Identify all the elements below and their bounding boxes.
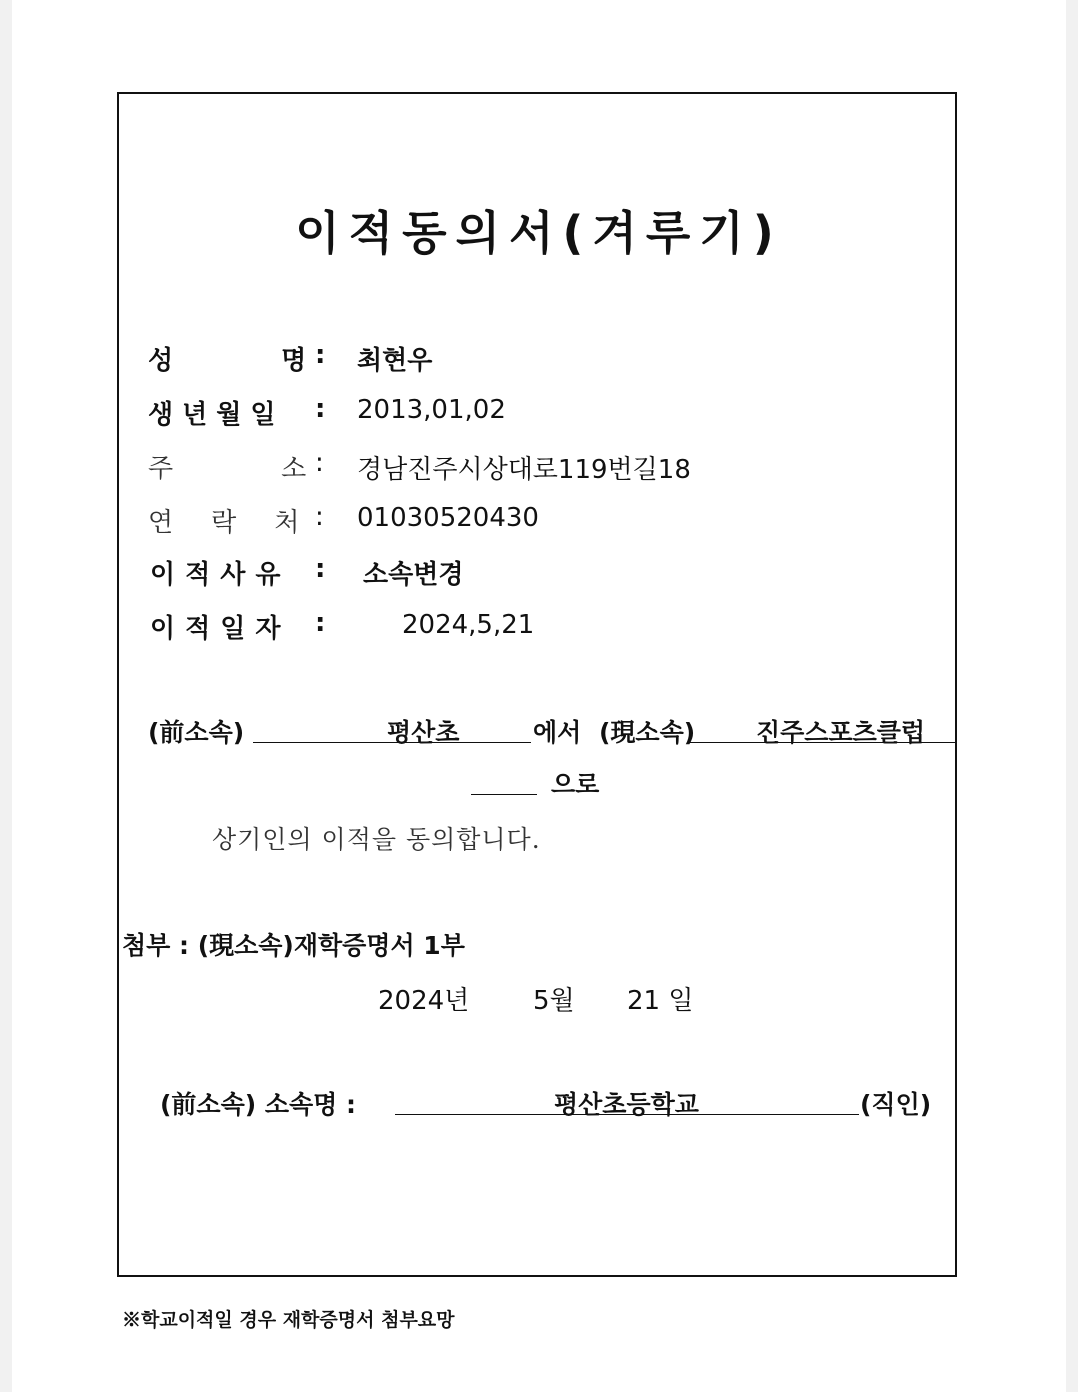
field-value-address: 경남진주시상대로119번길18 [357, 455, 691, 485]
field-value-reason: 소속변경 [363, 560, 464, 590]
seal-text: (직인) [860, 1090, 932, 1119]
field-colon: : [315, 448, 324, 478]
prev-affiliation-value: 평산초 [387, 718, 460, 747]
document-frame [117, 92, 957, 1277]
consent-text: 상기인의 이적을 동의합니다. [212, 825, 541, 854]
field-label-birthdate: 생년월일 [148, 400, 285, 430]
prev-affiliation-label: (前소속) [148, 718, 245, 747]
field-value-birthdate: 2013,01,02 [357, 395, 506, 425]
footnote: ※학교이적일 경우 재학증명서 첨부요망 [122, 1309, 455, 1331]
field-value-contact: 01030520430 [357, 503, 539, 533]
field-colon: : [315, 340, 326, 370]
field-colon: : [315, 554, 326, 584]
to-underline [471, 794, 537, 795]
field-colon: : [315, 608, 326, 638]
from-text: 에서 [533, 718, 582, 747]
date-year: 2024년 [378, 986, 470, 1016]
field-label-transfer-date: 이적일자 [150, 614, 291, 644]
field-label-contact: 연 락 처 [148, 508, 300, 538]
date-day: 21 일 [627, 986, 694, 1016]
field-label-reason: 이적사유 [150, 560, 291, 590]
signature-label: (前소속) 소속명 : [160, 1090, 357, 1119]
field-label-address: 주 소 [148, 454, 307, 484]
field-label-name: 성 명 [148, 346, 307, 376]
field-value-transfer-date: 2024,5,21 [402, 610, 535, 640]
field-value-name: 최현우 [357, 346, 433, 376]
document-title: 이적동의서(겨루기) [295, 206, 783, 260]
field-colon: : [315, 394, 326, 424]
to-text: 으로 [551, 770, 600, 799]
attachment-text: 첨부 : (現소속)재학증명서 1부 [122, 931, 465, 960]
curr-affiliation-value: 진주스포츠클럽 [756, 718, 926, 747]
date-month: 5월 [533, 986, 575, 1016]
curr-affiliation-label: (現소속) [599, 718, 696, 747]
signature-value: 평산초등학교 [554, 1090, 699, 1119]
field-colon: : [315, 502, 324, 532]
